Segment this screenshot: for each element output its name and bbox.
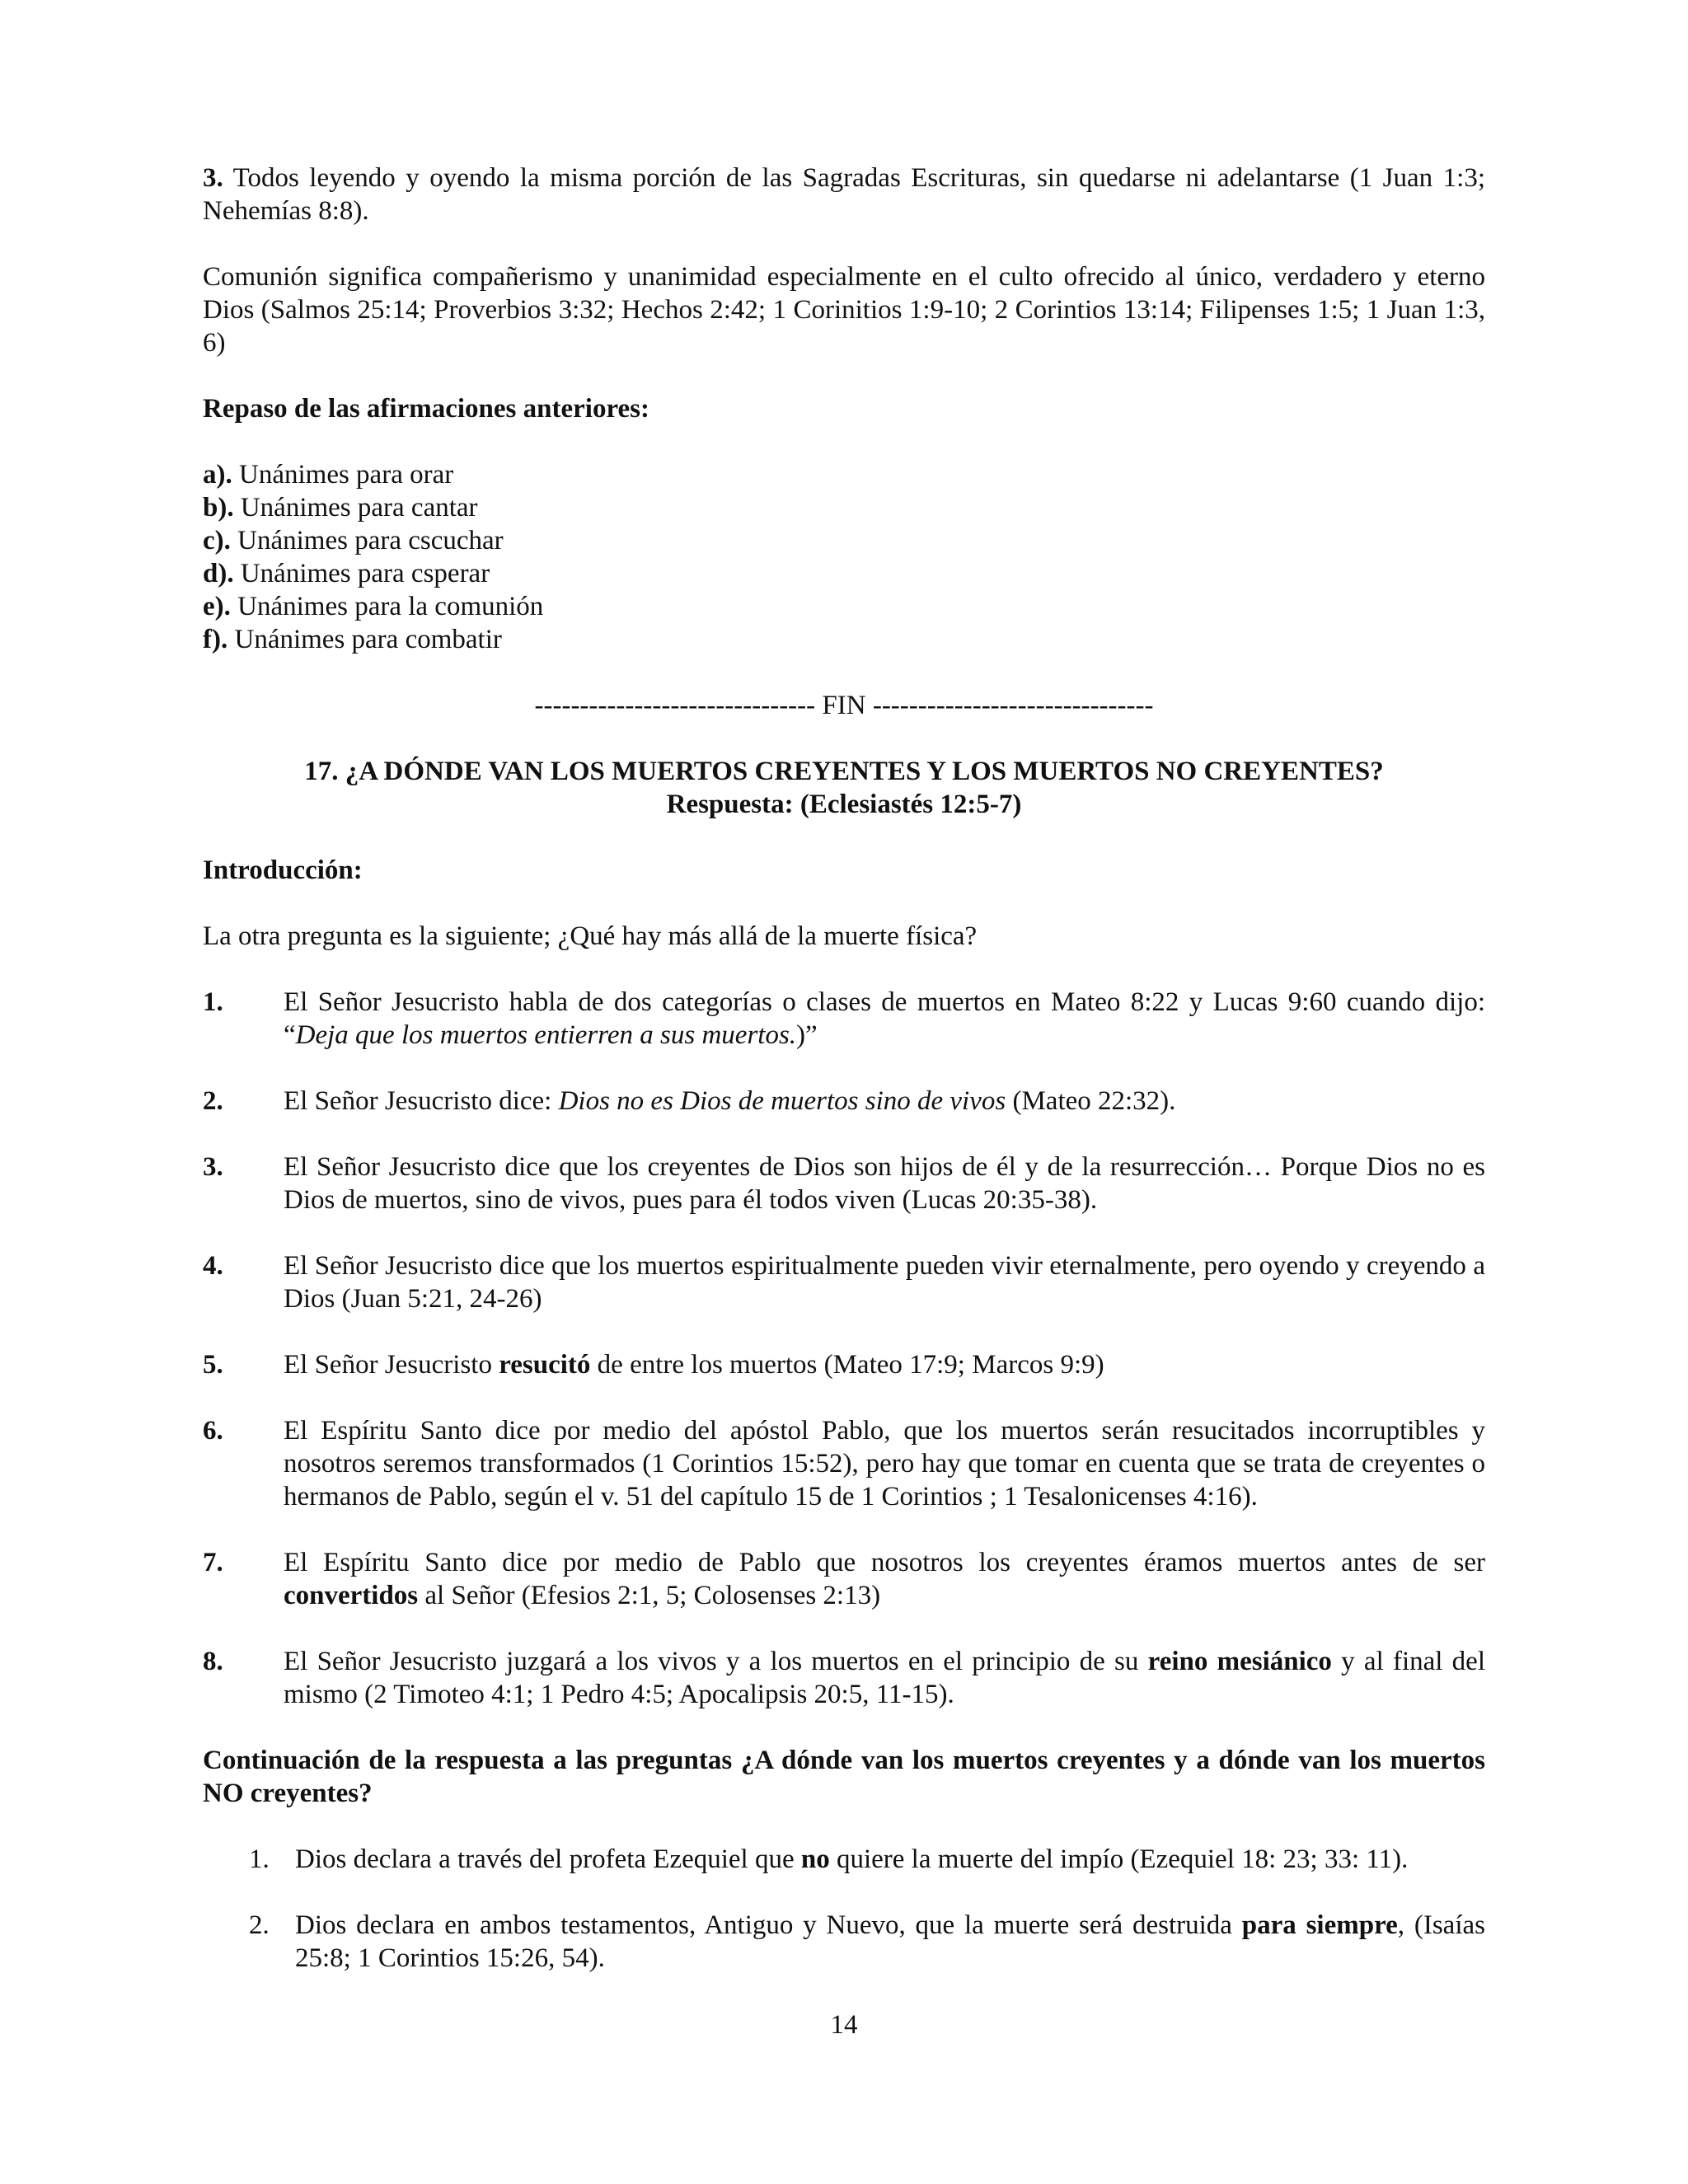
- review-item-letter: d).: [203, 559, 234, 588]
- communion-paragraph: Comunión significa compañerismo y unanimidad especialmente en el culto ofrecido al único, verdadero y eterno Dios (Salmos 25:14; Proverbios 3:32; Hechos 2:42; 1 Corinitios 1:9-10; 2 Corintios 13:14; Filipenses 1:5; 1 Juan 1:3, 6): [203, 262, 1485, 358]
- review-item: [203, 491, 1485, 524]
- page-number: 14: [830, 2010, 858, 2040]
- list-item: [203, 986, 1485, 1052]
- continuation-heading: [203, 1744, 1485, 1810]
- text-run: , (Isaías 25:8; 1 Corintios 15:26, 54).: [295, 1910, 1485, 1973]
- text-run: El Señor Jesucristo dice:: [284, 1086, 559, 1116]
- bold-term: para siempre: [1241, 1910, 1398, 1940]
- review-item: [203, 623, 1485, 656]
- list-item-text: [284, 1348, 1485, 1381]
- text-run: )”: [796, 1020, 818, 1050]
- review-item-text: Unánimes para cscuchar: [230, 526, 504, 555]
- review-item-text: Unánimes para combatir: [227, 625, 502, 654]
- list-item-number: 8.: [203, 1647, 223, 1676]
- text-run: El Señor Jesucristo: [284, 1350, 499, 1380]
- text-run: Dios declara a través del profeta Ezequiel que: [295, 1844, 801, 1874]
- list-item-text: El Señor Jesucristo dice que los creyentes de Dios son hijos de él y de la resurrección… Porque Dios no es Dios de muertos, sino de vivos, pues para él todos viven (Lucas 20:35-38).: [284, 1152, 1485, 1215]
- introduction-heading-text: Introducción:: [203, 855, 363, 885]
- list-item-number: 7.: [203, 1548, 223, 1577]
- list-item-text: [284, 1546, 1485, 1612]
- text-run: de entre los muertos (Mateo 17:9; Marcos 9:9): [590, 1350, 1104, 1380]
- list-item-text: [284, 1645, 1485, 1711]
- review-item-text: Unánimes para csperar: [233, 559, 490, 588]
- list-item-text: El Espíritu Santo dice por medio del apóstol Pablo, que los muertos serán resucitados incorruptibles y nosotros seremos transformados (1 Corintios 15:52), pero hay que tomar en cuenta que se trata de creyentes o hermanos de Pablo, según el v. 51 del capítulo 15 de 1 Corintios ; 1 Tesalonicenses 4:16).: [284, 1416, 1485, 1511]
- list-item: [249, 1909, 1485, 1975]
- list-item: [203, 1414, 1485, 1513]
- intro-item-text: Todos leyendo y oyendo la misma porción de las Sagradas Escrituras, sin quedarse ni adelantarse (1 Juan 1:3; Nehemías 8:8).: [203, 163, 1485, 226]
- list-item: [203, 1249, 1485, 1315]
- bold-term: reino mesiánico: [1147, 1647, 1332, 1676]
- review-item: [203, 557, 1485, 590]
- list-item-number: 1.: [249, 1844, 270, 1874]
- page-content: [203, 162, 1485, 2008]
- text-run: El Señor Jesucristo juzgará a los vivos y a los muertos en el principio de su: [284, 1647, 1148, 1676]
- review-item: [203, 458, 1485, 491]
- text-run: (Mateo 22:32).: [1006, 1086, 1176, 1116]
- review-heading-text: Repaso de las afirmaciones anteriores:: [203, 394, 649, 424]
- list-item-number: 4.: [203, 1251, 223, 1281]
- review-item-letter: e).: [203, 592, 231, 621]
- review-item-letter: c).: [203, 526, 231, 555]
- text-run: El Espíritu Santo dice por medio de Pablo que nosotros los creyentes éramos muertos antes de ser: [284, 1548, 1485, 1577]
- intro-item-number: 3.: [203, 163, 223, 193]
- list-item-number: 6.: [203, 1416, 223, 1446]
- review-item-letter: b).: [203, 493, 234, 523]
- list-item: [203, 1348, 1485, 1381]
- bold-term: no: [800, 1844, 830, 1874]
- list-item-number: 2.: [203, 1086, 223, 1116]
- question-subtitle: Respuesta: (Eclesiastés 12:5-7): [666, 790, 1022, 819]
- list-item-text: [295, 1843, 1485, 1876]
- introduction-text: La otra pregunta es la siguiente; ¿Qué hay más allá de la muerte física?: [203, 921, 978, 951]
- intro-item-3: [203, 162, 1485, 227]
- list-item: [249, 1843, 1485, 1876]
- list-item-text: [295, 1909, 1485, 1975]
- review-item-text: Unánimes para orar: [232, 460, 454, 490]
- review-heading: [203, 392, 1485, 425]
- list-item: [203, 1085, 1485, 1118]
- text-run: al Señor (Efesios 2:1, 5; Colosenses 2:13): [418, 1581, 881, 1610]
- list-item: [203, 1645, 1485, 1711]
- list-item-number: 5.: [203, 1350, 223, 1380]
- italic-quote: Deja que los muertos entierren a sus muertos.: [295, 1020, 797, 1050]
- bold-term: resucitó: [499, 1350, 591, 1380]
- bold-term: convertidos: [284, 1581, 419, 1610]
- review-item: [203, 524, 1485, 557]
- review-list: [203, 458, 1485, 656]
- continuation-list: [249, 1843, 1485, 1975]
- list-item: [203, 1546, 1485, 1612]
- list-item-number: 3.: [203, 1152, 223, 1182]
- list-item-number: 1.: [203, 987, 223, 1017]
- list-item-text: El Señor Jesucristo dice que los muertos espiritualmente pueden vivir eternalmente, pero oyendo y creyendo a Dios (Juan 5:21, 24-26): [284, 1251, 1485, 1314]
- review-item-text: Unánimes para cantar: [233, 493, 478, 523]
- review-item-letter: a).: [203, 460, 232, 490]
- text-run: El Señor Jesucristo habla de dos categorías o clases de muertos en Mateo 8:22 y Lucas 9:60 cuando dijo: “: [284, 987, 1485, 1050]
- text-run: quiere la muerte del impío (Ezequiel 18: 23; 33: 11).: [829, 1844, 1409, 1874]
- list-item-text: [284, 986, 1485, 1052]
- list-item: [203, 1151, 1485, 1216]
- continuation-heading-text: Continuación de la respuesta a las preguntas ¿A dónde van los muertos creyentes y a dónde van los muertos NO creyentes?: [203, 1746, 1485, 1808]
- review-item-text: Unánimes para la comunión: [230, 592, 544, 621]
- italic-quote: Dios no es Dios de muertos sino de vivos: [558, 1086, 1006, 1116]
- text-run: y al final del mismo (2 Timoteo 4:1; 1 Pedro 4:5; Apocalipsis 20:5, 11-15).: [284, 1647, 1486, 1709]
- review-item: [203, 590, 1485, 623]
- introduction-heading: [203, 854, 1485, 887]
- text-run: Dios declara en ambos testamentos, Antiguo y Nuevo, que la muerte será destruida: [295, 1910, 1242, 1940]
- list-item-text: [284, 1085, 1485, 1118]
- section-divider: ------------------------------- FIN -------------------------------: [534, 691, 1154, 720]
- list-item-number: 2.: [249, 1910, 270, 1940]
- question-title: 17. ¿A DÓNDE VAN LOS MUERTOS CREYENTES Y LOS MUERTOS NO CREYENTES?: [304, 757, 1384, 786]
- review-item-letter: f).: [203, 625, 228, 654]
